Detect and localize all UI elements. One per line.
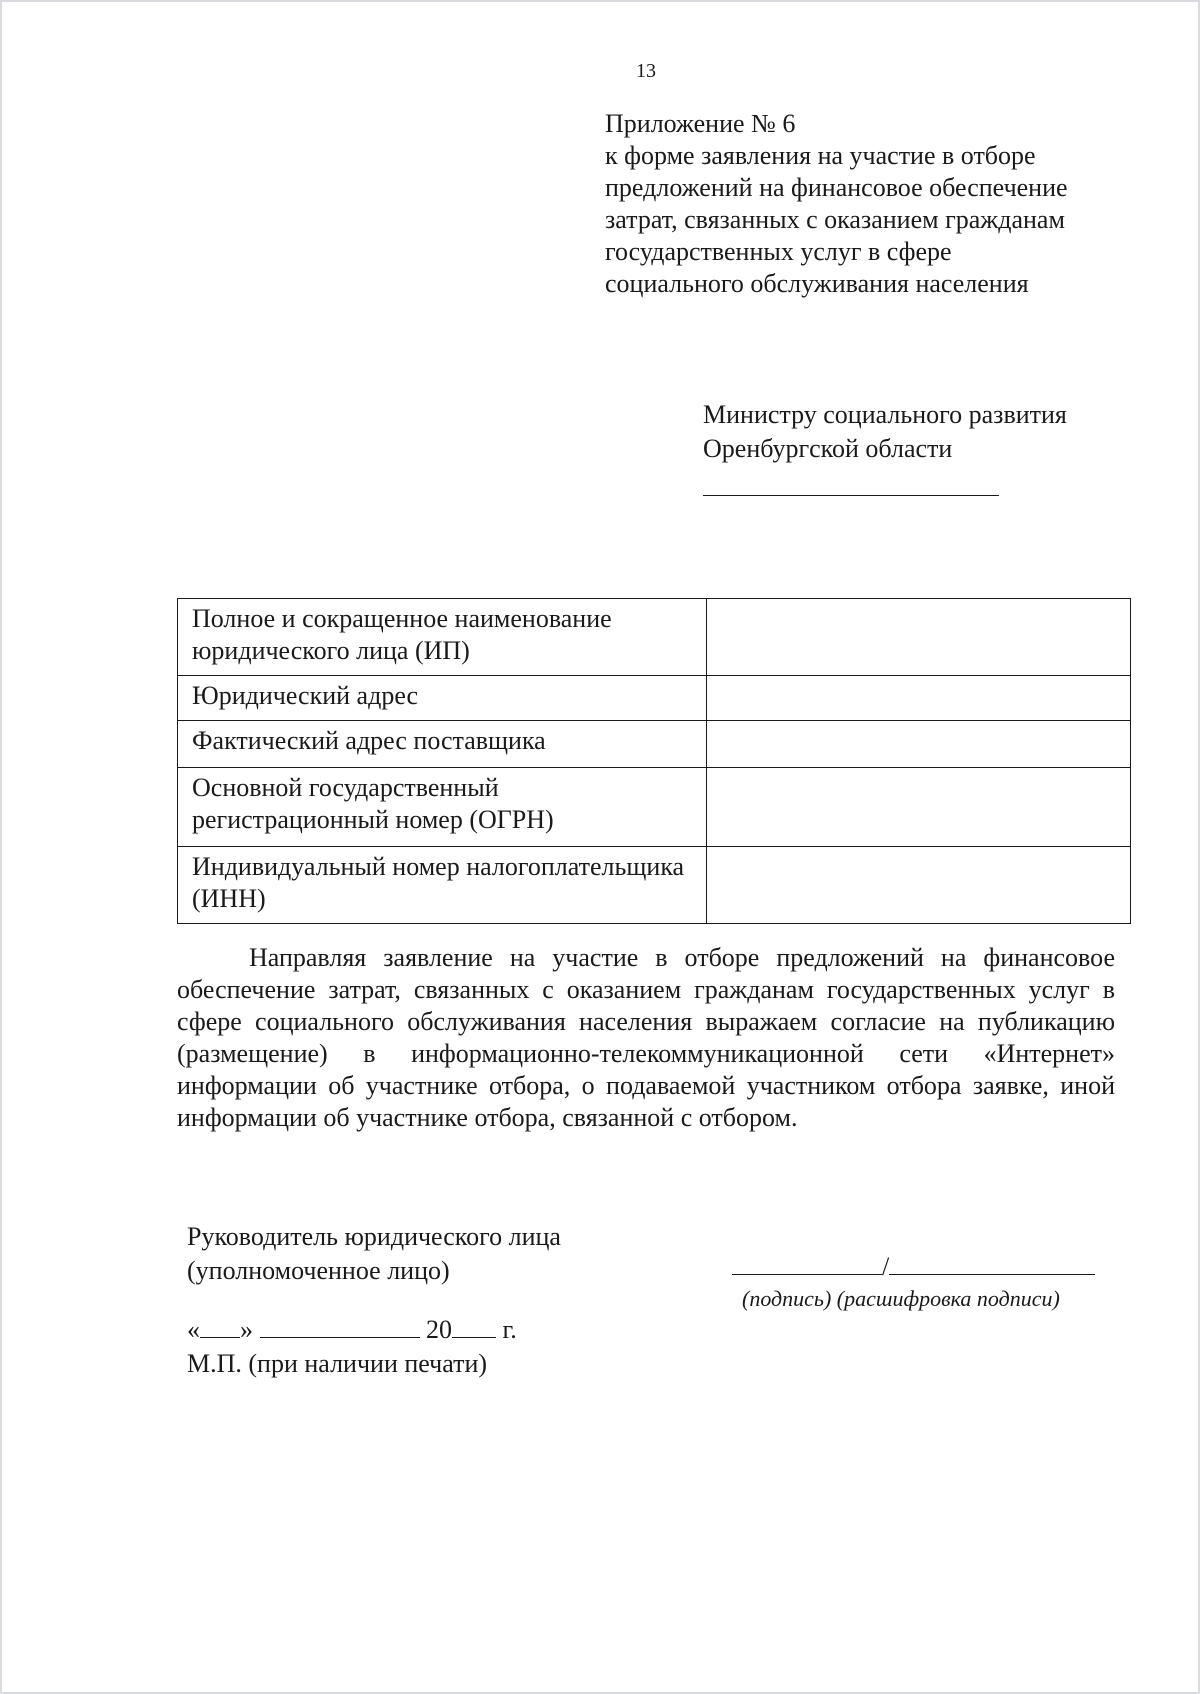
recipient-line-1: Министру социального развития bbox=[703, 400, 1067, 429]
date-day-blank bbox=[200, 1315, 240, 1338]
table-row-value bbox=[706, 847, 1130, 924]
appendix-line: предложений на финансовое обеспечение bbox=[605, 173, 1068, 202]
signature-separator: / bbox=[882, 1252, 890, 1281]
table-row-value bbox=[706, 676, 1130, 721]
recipient-name-blank bbox=[703, 495, 999, 496]
table-row bbox=[178, 768, 1131, 847]
table-row-label: Полное и сокращенное наименование юридического лица (ИП) bbox=[178, 599, 707, 676]
table-row-label: Фактический адрес поставщика bbox=[178, 721, 707, 768]
table-row-value bbox=[706, 721, 1130, 768]
stamp-note: М.П. (при наличии печати) bbox=[187, 1349, 488, 1378]
date-close-quote: » bbox=[240, 1315, 253, 1344]
appendix-line: государственных услуг в сфере bbox=[605, 237, 952, 266]
date-open-quote: « bbox=[187, 1315, 200, 1344]
page-number: 13 bbox=[636, 60, 656, 82]
applicant-info-table bbox=[177, 598, 1131, 924]
table-row-value bbox=[706, 599, 1130, 676]
appendix-header bbox=[605, 108, 1125, 300]
manager-line-1: Руководитель юридического лица bbox=[187, 1222, 561, 1251]
signature-caption: (подпись) (расшифровка подписи) bbox=[742, 1286, 1060, 1311]
signature-line bbox=[732, 1252, 1095, 1282]
signature-blank bbox=[732, 1252, 882, 1275]
recipient-line-2: Оренбургской области bbox=[703, 434, 953, 463]
appendix-title: Приложение № 6 bbox=[605, 109, 796, 138]
date-month-blank bbox=[260, 1315, 420, 1338]
table-row bbox=[178, 721, 1131, 768]
table-row-label: Индивидуальный номер налогоплательщика (ИНН) bbox=[178, 847, 707, 924]
appendix-line: к форме заявления на участие в отборе bbox=[605, 141, 1036, 170]
table-row bbox=[178, 599, 1131, 676]
manager-line-2: (уполномоченное лицо) bbox=[187, 1256, 450, 1285]
date-year-suffix: г. bbox=[502, 1315, 517, 1344]
table-row bbox=[178, 676, 1131, 721]
date-year-prefix: 20 bbox=[426, 1315, 452, 1344]
table-row-label: Основной государственный регистрационный номер (ОГРН) bbox=[178, 768, 707, 847]
appendix-line: затрат, связанных с оказанием гражданам bbox=[605, 205, 1065, 234]
consent-paragraph: Направляя заявление на участие в отборе предложений на финансовое обеспечение затрат, связанных с оказанием гражданам государственных услуг в сфере социального обслуживания населения выражаем согласие на публикацию (размещение) в информационно-телекоммуникационной сети «Интернет» информации об участнике отбора, о подаваемой участником отбора заявке, иной информации об участнике отбора, связанной с отбором. bbox=[177, 943, 1115, 1132]
date-line bbox=[187, 1313, 517, 1347]
date-year-blank bbox=[452, 1315, 496, 1338]
manager-block bbox=[187, 1220, 561, 1288]
signature-decode-blank bbox=[889, 1252, 1095, 1275]
table-row-label: Юридический адрес bbox=[178, 676, 707, 721]
table-row bbox=[178, 847, 1131, 924]
table-row-value bbox=[706, 768, 1130, 847]
recipient-block bbox=[703, 398, 1123, 466]
appendix-line: социального обслуживания населения bbox=[605, 269, 1029, 298]
